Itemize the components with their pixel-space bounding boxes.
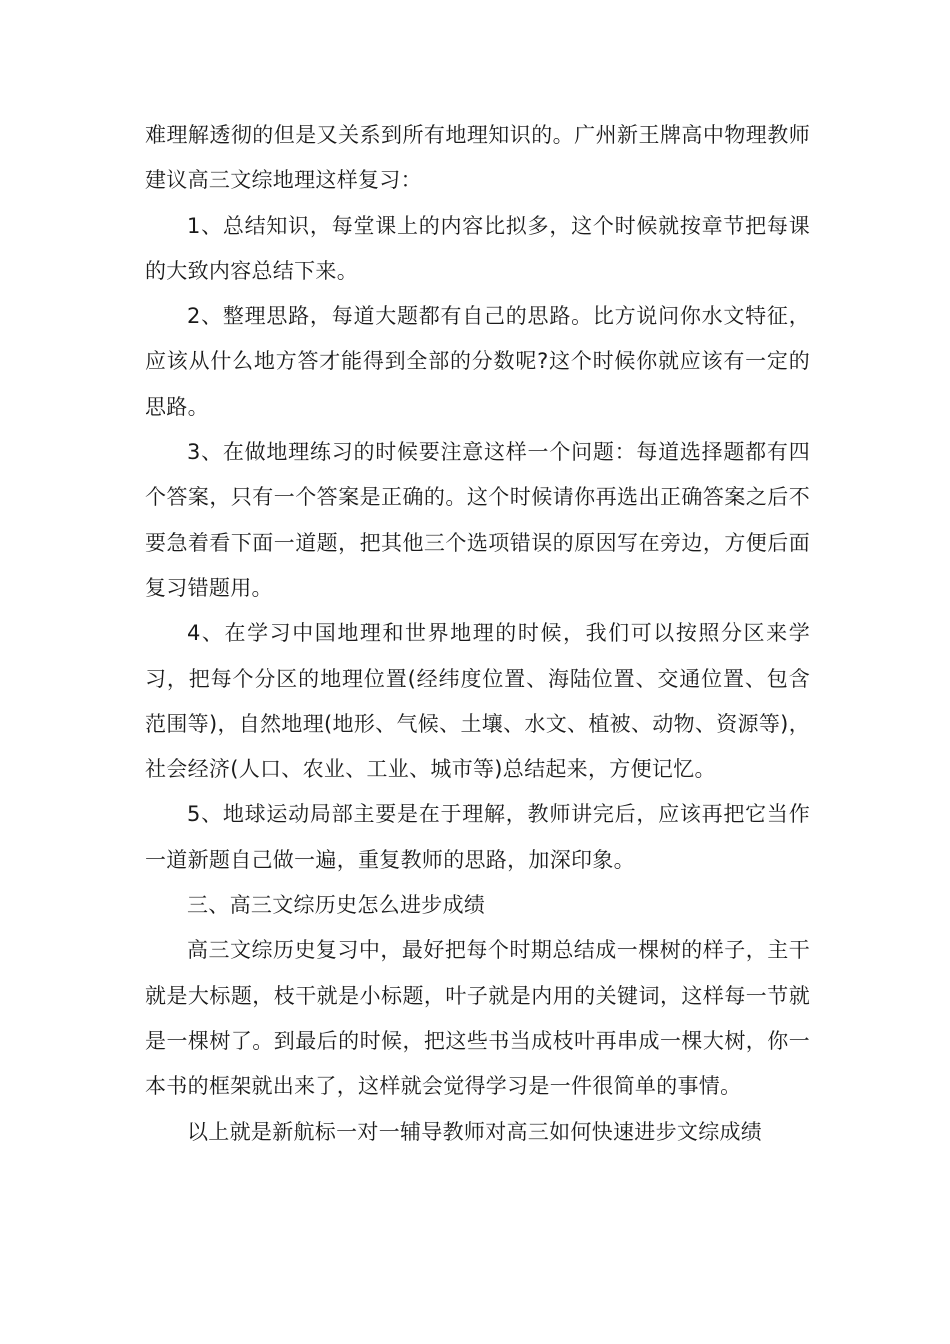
paragraph-item-5: 5、地球运动局部主要是在于理解，教师讲完后，应该再把它当作一道新题自己做一遍，重复教师的思路，加深印象。 bbox=[145, 802, 810, 872]
paragraph-history: 高三文综历史复习中，最好把每个时期总结成一棵树的样子，主干就是大标题，枝干就是小标题，叶子就是内用的关键词，这样每一节就是一棵树了。到最后的时候，把这些书当成枝叶再串成一棵大树，你一本书的框架就出来了，这样就会觉得学习是一件很简单的事情。 bbox=[145, 938, 810, 1099]
paragraph-conclusion: 以上就是新航标一对一辅导教师对高三如何快速进步文综成绩 bbox=[187, 1119, 763, 1144]
paragraph-item-2: 2、整理思路，每道大题都有自己的思路。比方说问你水文特征，应该从什么地方答才能得到全部的分数呢?这个时候你就应该有一定的思路。 bbox=[145, 304, 810, 419]
paragraph-continuation: 难理解透彻的但是又关系到所有地理知识的。广州新王牌高中物理教师建议高三文综地理这样复习： bbox=[145, 123, 810, 193]
section-heading-history: 三、高三文综历史怎么进步成绩 bbox=[187, 893, 486, 918]
paragraph-item-1: 1、总结知识，每堂课上的内容比拟多，这个时候就按章节把每课的大致内容总结下来。 bbox=[145, 213, 810, 283]
paragraph-item-4: 4、在学习中国地理和世界地理的时候，我们可以按照分区来学习，把每个分区的地理位置(经纬度位置、海陆位置、交通位置、包含范围等)，自然地理(地形、气候、土壤、水文、植被、动物、资源等)，社会经济(人口、农业、工业、城市等)总结起来，方便记忆。 bbox=[145, 621, 810, 782]
paragraph-item-3: 3、在做地理练习的时候要注意这样一个问题：每道选择题都有四个答案，只有一个答案是正确的。这个时候请你再选出正确答案之后不要急着看下面一道题，把其他三个选项错误的原因写在旁边，方便后面复习错题用。 bbox=[145, 440, 810, 600]
document-body bbox=[145, 113, 810, 1155]
